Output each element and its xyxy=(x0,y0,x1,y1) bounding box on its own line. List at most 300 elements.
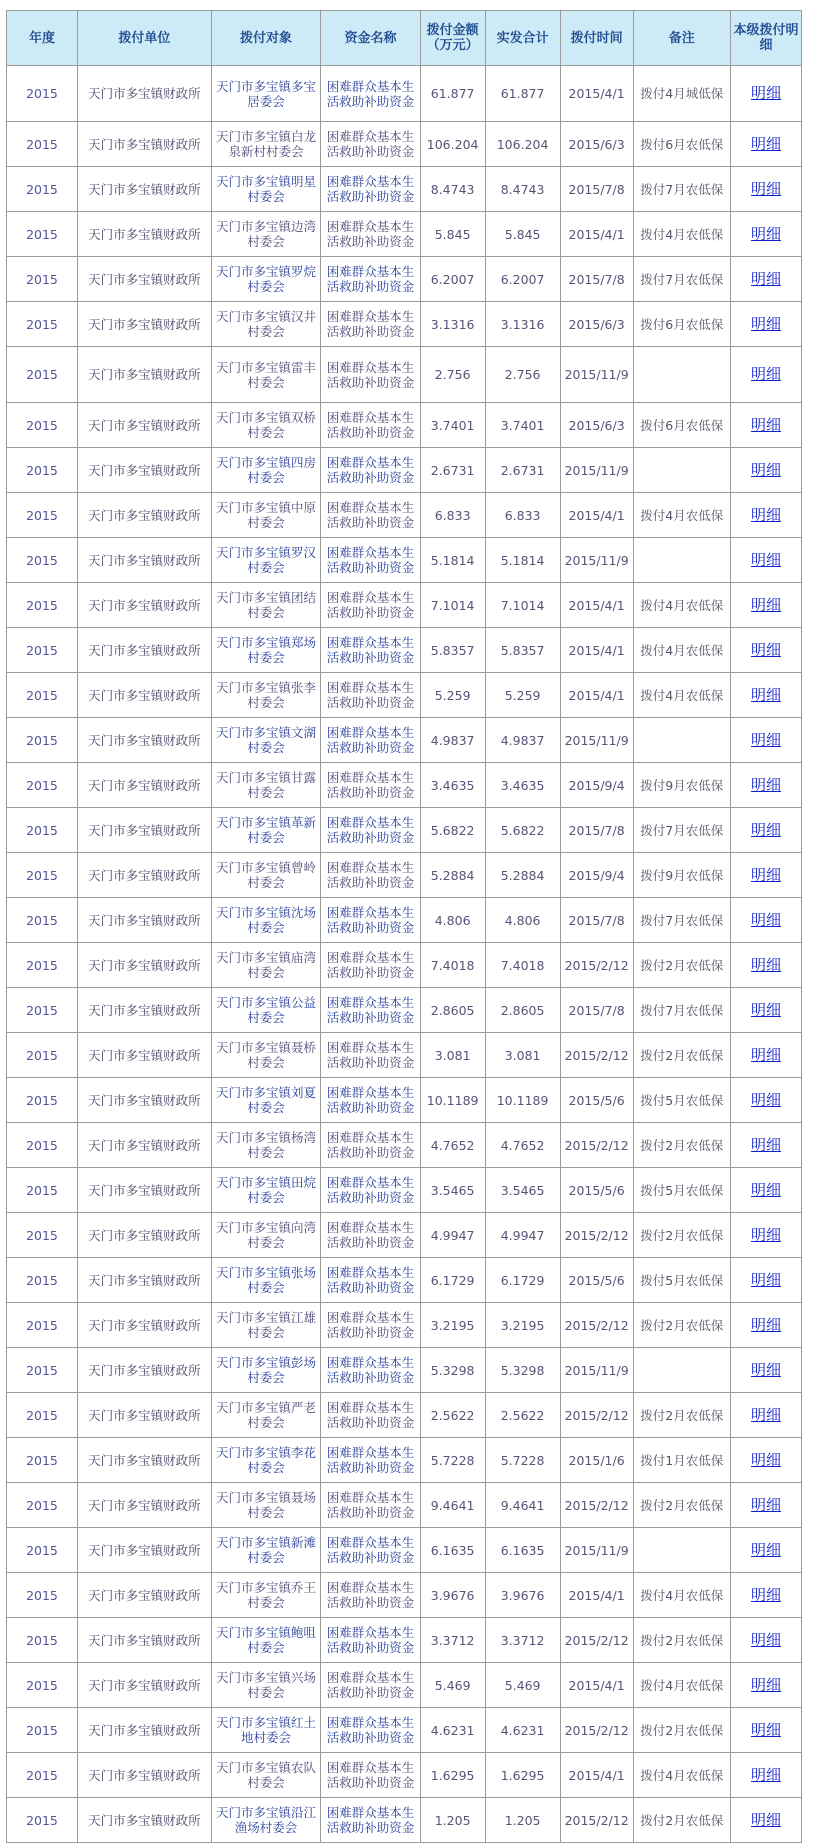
cell-amount: 2.756 xyxy=(420,347,485,403)
table-row xyxy=(7,448,802,493)
cell-fund: 困难群众基本生活救助补助资金 xyxy=(321,1528,420,1573)
header-note: 备注 xyxy=(633,11,730,66)
cell-target: 天门市多宝镇江雄村委会 xyxy=(211,1303,321,1348)
detail-link[interactable]: 明细 xyxy=(750,1270,781,1289)
cell-year: 2015 xyxy=(7,1168,78,1213)
cell-total: 1.205 xyxy=(485,1798,560,1843)
cell-unit: 天门市多宝镇财政所 xyxy=(77,988,211,1033)
cell-detail xyxy=(730,583,801,628)
cell-target: 天门市多宝镇多宝居委会 xyxy=(211,66,321,122)
cell-date: 2015/11/9 xyxy=(560,1528,633,1573)
detail-link[interactable]: 明细 xyxy=(750,314,781,333)
cell-note: 拨付4月城低保 xyxy=(633,66,730,122)
cell-total: 4.9947 xyxy=(485,1213,560,1258)
cell-unit: 天门市多宝镇财政所 xyxy=(77,1573,211,1618)
cell-unit: 天门市多宝镇财政所 xyxy=(77,583,211,628)
cell-note: 拨付9月农低保 xyxy=(633,763,730,808)
cell-total: 4.806 xyxy=(485,898,560,943)
cell-amount: 106.204 xyxy=(420,122,485,167)
cell-year: 2015 xyxy=(7,673,78,718)
cell-detail xyxy=(730,673,801,718)
cell-amount: 5.2884 xyxy=(420,853,485,898)
cell-target: 天门市多宝镇边湾村委会 xyxy=(211,212,321,257)
table-row xyxy=(7,628,802,673)
cell-note: 拨付2月农低保 xyxy=(633,1393,730,1438)
cell-year: 2015 xyxy=(7,1033,78,1078)
cell-fund: 困难群众基本生活救助补助资金 xyxy=(321,347,420,403)
detail-link[interactable]: 明细 xyxy=(750,910,781,929)
cell-amount: 3.5465 xyxy=(420,1168,485,1213)
detail-link[interactable]: 明细 xyxy=(750,1360,781,1379)
cell-detail xyxy=(730,493,801,538)
cell-date: 2015/11/9 xyxy=(560,448,633,493)
table-row xyxy=(7,1213,802,1258)
cell-target: 天门市多宝镇刘夏村委会 xyxy=(211,1078,321,1123)
cell-target: 天门市多宝镇农队村委会 xyxy=(211,1753,321,1798)
cell-detail xyxy=(730,718,801,763)
header-detail: 本级拨付明细 xyxy=(730,11,801,66)
table-row xyxy=(7,1438,802,1483)
cell-unit: 天门市多宝镇财政所 xyxy=(77,403,211,448)
cell-date: 2015/2/12 xyxy=(560,1033,633,1078)
cell-unit: 天门市多宝镇财政所 xyxy=(77,1168,211,1213)
table-row xyxy=(7,493,802,538)
cell-target: 天门市多宝镇团结村委会 xyxy=(211,583,321,628)
cell-unit: 天门市多宝镇财政所 xyxy=(77,1483,211,1528)
cell-date: 2015/2/12 xyxy=(560,1393,633,1438)
cell-note xyxy=(633,1348,730,1393)
cell-year: 2015 xyxy=(7,1798,78,1843)
cell-target: 天门市多宝镇汉井村委会 xyxy=(211,302,321,347)
cell-date: 2015/4/1 xyxy=(560,1573,633,1618)
detail-link[interactable]: 明细 xyxy=(750,1675,781,1694)
cell-fund: 困难群众基本生活救助补助资金 xyxy=(321,718,420,763)
table-row xyxy=(7,718,802,763)
cell-unit: 天门市多宝镇财政所 xyxy=(77,1528,211,1573)
cell-unit: 天门市多宝镇财政所 xyxy=(77,943,211,988)
cell-fund: 困难群众基本生活救助补助资金 xyxy=(321,257,420,302)
cell-target: 天门市多宝镇鲍咀村委会 xyxy=(211,1618,321,1663)
cell-note: 拨付4月农低保 xyxy=(633,493,730,538)
header-fund: 资金名称 xyxy=(321,11,420,66)
cell-amount: 7.1014 xyxy=(420,583,485,628)
cell-fund: 困难群众基本生活救助补助资金 xyxy=(321,302,420,347)
cell-note: 拨付7月农低保 xyxy=(633,988,730,1033)
cell-unit: 天门市多宝镇财政所 xyxy=(77,1258,211,1303)
table-row xyxy=(7,1033,802,1078)
cell-fund: 困难群众基本生活救助补助资金 xyxy=(321,1033,420,1078)
cell-total: 4.9837 xyxy=(485,718,560,763)
cell-detail xyxy=(730,1438,801,1483)
detail-link[interactable]: 明细 xyxy=(750,1135,781,1154)
header-unit: 拨付单位 xyxy=(77,11,211,66)
cell-total: 5.8357 xyxy=(485,628,560,673)
detail-link[interactable]: 明细 xyxy=(750,1225,781,1244)
table-row xyxy=(7,1663,802,1708)
cell-fund: 困难群众基本生活救助补助资金 xyxy=(321,988,420,1033)
cell-target: 天门市多宝镇四房村委会 xyxy=(211,448,321,493)
cell-date: 2015/4/1 xyxy=(560,1663,633,1708)
cell-year: 2015 xyxy=(7,853,78,898)
cell-note: 拨付2月农低保 xyxy=(633,1033,730,1078)
detail-link[interactable]: 明细 xyxy=(750,1315,781,1334)
cell-unit: 天门市多宝镇财政所 xyxy=(77,1213,211,1258)
cell-year: 2015 xyxy=(7,493,78,538)
cell-target: 天门市多宝镇双桥村委会 xyxy=(211,403,321,448)
cell-total: 3.2195 xyxy=(485,1303,560,1348)
cell-note: 拨付5月农低保 xyxy=(633,1168,730,1213)
cell-fund: 困难群众基本生活救助补助资金 xyxy=(321,122,420,167)
cell-note: 拨付4月农低保 xyxy=(633,1753,730,1798)
cell-fund: 困难群众基本生活救助补助资金 xyxy=(321,493,420,538)
cell-total: 3.4635 xyxy=(485,763,560,808)
cell-date: 2015/2/12 xyxy=(560,1798,633,1843)
cell-date: 2015/5/6 xyxy=(560,1258,633,1303)
cell-target: 天门市多宝镇雷丰村委会 xyxy=(211,347,321,403)
cell-unit: 天门市多宝镇财政所 xyxy=(77,493,211,538)
cell-fund: 困难群众基本生活救助补助资金 xyxy=(321,1123,420,1168)
cell-target: 天门市多宝镇杨湾村委会 xyxy=(211,1123,321,1168)
table-row xyxy=(7,1168,802,1213)
cell-detail xyxy=(730,1483,801,1528)
cell-unit: 天门市多宝镇财政所 xyxy=(77,167,211,212)
cell-fund: 困难群众基本生活救助补助资金 xyxy=(321,583,420,628)
cell-target: 天门市多宝镇红土地村委会 xyxy=(211,1708,321,1753)
cell-detail xyxy=(730,1033,801,1078)
cell-total: 1.6295 xyxy=(485,1753,560,1798)
cell-year: 2015 xyxy=(7,122,78,167)
cell-total: 61.877 xyxy=(485,66,560,122)
cell-fund: 困难群众基本生活救助补助资金 xyxy=(321,403,420,448)
cell-total: 2.6731 xyxy=(485,448,560,493)
cell-note xyxy=(633,718,730,763)
cell-detail xyxy=(730,403,801,448)
cell-year: 2015 xyxy=(7,943,78,988)
cell-unit: 天门市多宝镇财政所 xyxy=(77,898,211,943)
cell-total: 3.1316 xyxy=(485,302,560,347)
cell-date: 2015/7/8 xyxy=(560,257,633,302)
cell-fund: 困难群众基本生活救助补助资金 xyxy=(321,898,420,943)
cell-year: 2015 xyxy=(7,257,78,302)
cell-amount: 2.8605 xyxy=(420,988,485,1033)
cell-note xyxy=(633,1528,730,1573)
cell-note: 拨付6月农低保 xyxy=(633,403,730,448)
cell-note: 拨付2月农低保 xyxy=(633,1483,730,1528)
cell-year: 2015 xyxy=(7,1663,78,1708)
detail-link[interactable]: 明细 xyxy=(750,460,781,479)
cell-date: 2015/6/3 xyxy=(560,302,633,347)
cell-year: 2015 xyxy=(7,763,78,808)
cell-total: 5.1814 xyxy=(485,538,560,583)
cell-date: 2015/7/8 xyxy=(560,898,633,943)
cell-amount: 3.2195 xyxy=(420,1303,485,1348)
cell-unit: 天门市多宝镇财政所 xyxy=(77,1663,211,1708)
cell-date: 2015/2/12 xyxy=(560,1123,633,1168)
cell-year: 2015 xyxy=(7,167,78,212)
cell-target: 天门市多宝镇曾岭村委会 xyxy=(211,853,321,898)
detail-link[interactable]: 明细 xyxy=(750,1630,781,1649)
cell-amount: 5.6822 xyxy=(420,808,485,853)
cell-year: 2015 xyxy=(7,1618,78,1663)
detail-link[interactable]: 明细 xyxy=(750,595,781,614)
cell-year: 2015 xyxy=(7,1708,78,1753)
table-row xyxy=(7,1708,802,1753)
detail-link[interactable]: 明细 xyxy=(750,955,781,974)
table-row xyxy=(7,988,802,1033)
cell-detail xyxy=(730,1168,801,1213)
cell-total: 3.9676 xyxy=(485,1573,560,1618)
table-row xyxy=(7,403,802,448)
cell-target: 天门市多宝镇兴场村委会 xyxy=(211,1663,321,1708)
cell-detail xyxy=(730,302,801,347)
table-row xyxy=(7,898,802,943)
cell-unit: 天门市多宝镇财政所 xyxy=(77,1078,211,1123)
cell-amount: 61.877 xyxy=(420,66,485,122)
cell-total: 5.845 xyxy=(485,212,560,257)
detail-link[interactable]: 明细 xyxy=(750,224,781,243)
detail-link[interactable]: 明细 xyxy=(750,1540,781,1559)
detail-link[interactable]: 明细 xyxy=(750,84,781,102)
cell-year: 2015 xyxy=(7,538,78,583)
cell-detail xyxy=(730,1303,801,1348)
detail-link[interactable]: 明细 xyxy=(750,775,781,794)
cell-total: 6.1635 xyxy=(485,1528,560,1573)
cell-amount: 2.5622 xyxy=(420,1393,485,1438)
cell-amount: 4.9947 xyxy=(420,1213,485,1258)
cell-note: 拨付5月农低保 xyxy=(633,1078,730,1123)
cell-detail xyxy=(730,538,801,583)
cell-date: 2015/11/9 xyxy=(560,538,633,583)
cell-detail xyxy=(730,448,801,493)
cell-total: 5.3298 xyxy=(485,1348,560,1393)
cell-target: 天门市多宝镇郑场村委会 xyxy=(211,628,321,673)
cell-unit: 天门市多宝镇财政所 xyxy=(77,1033,211,1078)
detail-link[interactable]: 明细 xyxy=(750,179,781,198)
table-row xyxy=(7,1348,802,1393)
cell-date: 2015/6/3 xyxy=(560,122,633,167)
header-date: 拨付时间 xyxy=(560,11,633,66)
cell-total: 3.7401 xyxy=(485,403,560,448)
cell-unit: 天门市多宝镇财政所 xyxy=(77,853,211,898)
detail-link[interactable]: 明细 xyxy=(750,1000,781,1019)
cell-note: 拨付4月农低保 xyxy=(633,1663,730,1708)
cell-date: 2015/7/8 xyxy=(560,808,633,853)
cell-total: 3.3712 xyxy=(485,1618,560,1663)
table-row xyxy=(7,1573,802,1618)
cell-note: 拨付2月农低保 xyxy=(633,1618,730,1663)
cell-note: 拨付7月农低保 xyxy=(633,167,730,212)
cell-amount: 5.845 xyxy=(420,212,485,257)
cell-date: 2015/11/9 xyxy=(560,347,633,403)
cell-year: 2015 xyxy=(7,1438,78,1483)
cell-date: 2015/1/6 xyxy=(560,1438,633,1483)
table-row xyxy=(7,808,802,853)
cell-amount: 1.205 xyxy=(420,1798,485,1843)
cell-fund: 困难群众基本生活救助补助资金 xyxy=(321,763,420,808)
cell-fund: 困难群众基本生活救助补助资金 xyxy=(321,538,420,583)
detail-link[interactable]: 明细 xyxy=(750,505,781,524)
cell-total: 7.1014 xyxy=(485,583,560,628)
cell-date: 2015/7/8 xyxy=(560,167,633,212)
cell-unit: 天门市多宝镇财政所 xyxy=(77,538,211,583)
table-row xyxy=(7,167,802,212)
cell-total: 2.8605 xyxy=(485,988,560,1033)
cell-total: 2.756 xyxy=(485,347,560,403)
detail-link[interactable]: 明细 xyxy=(750,640,781,659)
cell-note: 拨付4月农低保 xyxy=(633,583,730,628)
detail-link[interactable]: 明细 xyxy=(750,1045,781,1064)
cell-fund: 困难群众基本生活救助补助资金 xyxy=(321,628,420,673)
cell-fund: 困难群众基本生活救助补助资金 xyxy=(321,853,420,898)
cell-target: 天门市多宝镇文湖村委会 xyxy=(211,718,321,763)
cell-total: 4.6231 xyxy=(485,1708,560,1753)
cell-note: 拨付1月农低保 xyxy=(633,1438,730,1483)
cell-fund: 困难群众基本生活救助补助资金 xyxy=(321,1438,420,1483)
cell-total: 5.7228 xyxy=(485,1438,560,1483)
cell-note: 拨付2月农低保 xyxy=(633,1798,730,1843)
cell-detail xyxy=(730,853,801,898)
detail-link[interactable]: 明细 xyxy=(750,134,781,153)
detail-link[interactable]: 明细 xyxy=(750,1585,781,1604)
cell-target: 天门市多宝镇甘露村委会 xyxy=(211,763,321,808)
cell-amount: 8.4743 xyxy=(420,167,485,212)
cell-note xyxy=(633,448,730,493)
cell-date: 2015/9/4 xyxy=(560,853,633,898)
cell-unit: 天门市多宝镇财政所 xyxy=(77,718,211,763)
cell-amount: 3.9676 xyxy=(420,1573,485,1618)
cell-note xyxy=(633,538,730,583)
cell-target: 天门市多宝镇乔王村委会 xyxy=(211,1573,321,1618)
detail-link[interactable]: 明细 xyxy=(750,865,781,884)
detail-link[interactable]: 明细 xyxy=(750,415,781,434)
detail-link[interactable]: 明细 xyxy=(750,550,781,569)
cell-note: 拨付4月农低保 xyxy=(633,1573,730,1618)
detail-link[interactable]: 明细 xyxy=(750,269,781,288)
cell-fund: 困难群众基本生活救助补助资金 xyxy=(321,212,420,257)
cell-amount: 5.259 xyxy=(420,673,485,718)
cell-detail xyxy=(730,1573,801,1618)
detail-link[interactable]: 明细 xyxy=(750,1405,781,1424)
cell-unit: 天门市多宝镇财政所 xyxy=(77,628,211,673)
cell-date: 2015/2/12 xyxy=(560,1213,633,1258)
detail-link[interactable]: 明细 xyxy=(750,1810,781,1829)
detail-link[interactable]: 明细 xyxy=(750,1720,781,1739)
cell-target: 天门市多宝镇向湾村委会 xyxy=(211,1213,321,1258)
cell-fund: 困难群众基本生活救助补助资金 xyxy=(321,808,420,853)
cell-note: 拨付4月农低保 xyxy=(633,673,730,718)
cell-year: 2015 xyxy=(7,808,78,853)
cell-detail xyxy=(730,1258,801,1303)
cell-detail xyxy=(730,1213,801,1258)
table-row xyxy=(7,257,802,302)
cell-total: 2.5622 xyxy=(485,1393,560,1438)
header-target: 拨付对象 xyxy=(211,11,321,66)
cell-target: 天门市多宝镇张场村委会 xyxy=(211,1258,321,1303)
cell-date: 2015/2/12 xyxy=(560,1303,633,1348)
cell-total: 6.1729 xyxy=(485,1258,560,1303)
cell-unit: 天门市多宝镇财政所 xyxy=(77,66,211,122)
cell-year: 2015 xyxy=(7,1393,78,1438)
detail-link[interactable]: 明细 xyxy=(750,1450,781,1469)
cell-total: 3.081 xyxy=(485,1033,560,1078)
table-row xyxy=(7,1528,802,1573)
detail-link[interactable]: 明细 xyxy=(750,730,781,749)
table-row xyxy=(7,1078,802,1123)
cell-detail xyxy=(730,167,801,212)
table-row xyxy=(7,673,802,718)
cell-year: 2015 xyxy=(7,1483,78,1528)
cell-amount: 1.6295 xyxy=(420,1753,485,1798)
cell-date: 2015/11/9 xyxy=(560,718,633,763)
cell-unit: 天门市多宝镇财政所 xyxy=(77,673,211,718)
cell-amount: 3.3712 xyxy=(420,1618,485,1663)
cell-detail xyxy=(730,988,801,1033)
detail-link[interactable]: 明细 xyxy=(750,820,781,839)
cell-date: 2015/2/12 xyxy=(560,1708,633,1753)
table-header-row xyxy=(7,11,802,66)
cell-year: 2015 xyxy=(7,1213,78,1258)
detail-link[interactable]: 明细 xyxy=(750,685,781,704)
cell-amount: 6.1729 xyxy=(420,1258,485,1303)
cell-unit: 天门市多宝镇财政所 xyxy=(77,1348,211,1393)
detail-link[interactable]: 明细 xyxy=(750,365,781,383)
cell-target: 天门市多宝镇田烷村委会 xyxy=(211,1168,321,1213)
cell-date: 2015/4/1 xyxy=(560,628,633,673)
cell-unit: 天门市多宝镇财政所 xyxy=(77,763,211,808)
cell-target: 天门市多宝镇公益村委会 xyxy=(211,988,321,1033)
cell-target: 天门市多宝镇聂场村委会 xyxy=(211,1483,321,1528)
detail-link[interactable]: 明细 xyxy=(750,1495,781,1514)
cell-year: 2015 xyxy=(7,403,78,448)
cell-fund: 困难群众基本生活救助补助资金 xyxy=(321,1483,420,1528)
cell-year: 2015 xyxy=(7,583,78,628)
cell-note: 拨付9月农低保 xyxy=(633,853,730,898)
cell-unit: 天门市多宝镇财政所 xyxy=(77,1708,211,1753)
cell-total: 10.1189 xyxy=(485,1078,560,1123)
cell-note: 拨付4月农低保 xyxy=(633,212,730,257)
cell-amount: 5.1814 xyxy=(420,538,485,583)
cell-total: 3.5465 xyxy=(485,1168,560,1213)
cell-year: 2015 xyxy=(7,1528,78,1573)
detail-link[interactable]: 明细 xyxy=(750,1765,781,1784)
cell-date: 2015/5/6 xyxy=(560,1078,633,1123)
cell-amount: 3.081 xyxy=(420,1033,485,1078)
cell-fund: 困难群众基本生活救助补助资金 xyxy=(321,1303,420,1348)
cell-unit: 天门市多宝镇财政所 xyxy=(77,1753,211,1798)
cell-date: 2015/2/12 xyxy=(560,943,633,988)
table-row xyxy=(7,583,802,628)
cell-year: 2015 xyxy=(7,302,78,347)
cell-amount: 4.7652 xyxy=(420,1123,485,1168)
cell-unit: 天门市多宝镇财政所 xyxy=(77,257,211,302)
cell-year: 2015 xyxy=(7,1303,78,1348)
cell-fund: 困难群众基本生活救助补助资金 xyxy=(321,1618,420,1663)
cell-amount: 6.1635 xyxy=(420,1528,485,1573)
cell-year: 2015 xyxy=(7,1573,78,1618)
cell-detail xyxy=(730,1078,801,1123)
cell-detail xyxy=(730,122,801,167)
cell-target: 天门市多宝镇李花村委会 xyxy=(211,1438,321,1483)
cell-note: 拨付7月农低保 xyxy=(633,257,730,302)
detail-link[interactable]: 明细 xyxy=(750,1180,781,1199)
cell-date: 2015/4/1 xyxy=(560,1753,633,1798)
cell-target: 天门市多宝镇罗烷村委会 xyxy=(211,257,321,302)
detail-link[interactable]: 明细 xyxy=(750,1090,781,1109)
cell-year: 2015 xyxy=(7,347,78,403)
cell-unit: 天门市多宝镇财政所 xyxy=(77,302,211,347)
cell-note: 拨付2月农低保 xyxy=(633,1708,730,1753)
table-row xyxy=(7,1123,802,1168)
